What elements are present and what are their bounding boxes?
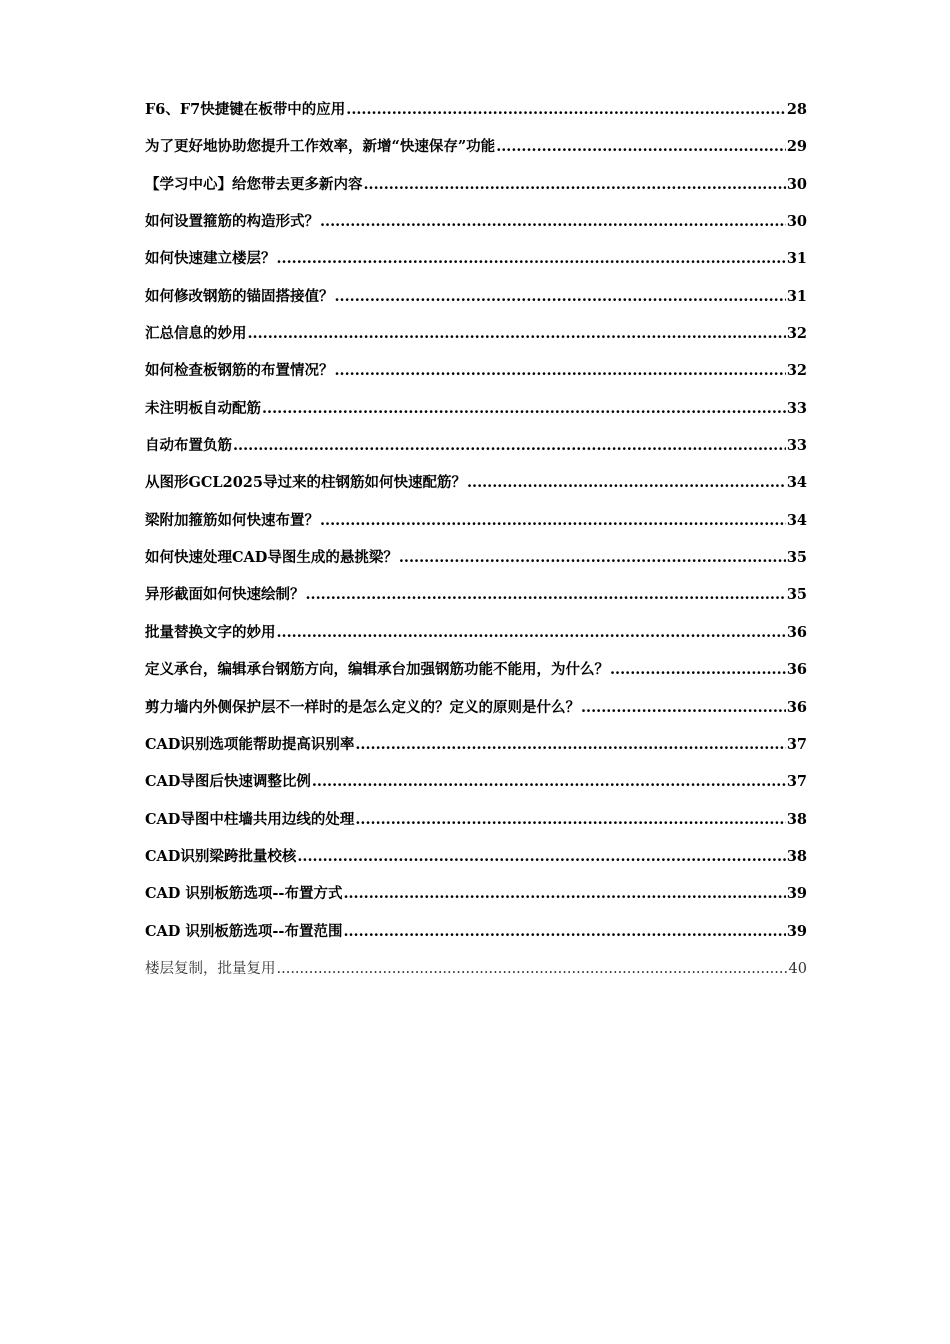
- toc-entry-title: F6、F7快捷键在板带中的应用: [145, 101, 346, 118]
- toc-entry[interactable]: [145, 509, 807, 546]
- toc-entry[interactable]: [145, 733, 807, 770]
- toc-dot-leader: [496, 138, 786, 155]
- toc-entry-page: 36: [786, 661, 807, 679]
- toc-dot-leader: [277, 624, 786, 641]
- toc-entry[interactable]: [145, 696, 807, 733]
- toc-dot-leader: [343, 885, 785, 902]
- toc-entry[interactable]: [145, 359, 807, 396]
- toc-dot-leader: [233, 437, 786, 454]
- toc-entry-title: 汇总信息的妙用: [145, 325, 247, 343]
- toc-dot-leader: [364, 176, 786, 193]
- toc-entry-page: 36: [786, 623, 807, 641]
- toc-entry-page: 32: [786, 362, 807, 380]
- toc-entry-page: 34: [786, 511, 807, 529]
- toc-entry[interactable]: [145, 247, 807, 284]
- toc-entry-page: 36: [786, 698, 807, 716]
- toc-entry-title: CAD识别选项能帮助提高识别率: [145, 735, 355, 753]
- toc-dot-leader: [320, 512, 786, 529]
- toc-dot-leader: [467, 474, 786, 491]
- toc-entry[interactable]: [145, 583, 807, 620]
- toc-entry-title: 楼层复制，批量复用: [145, 960, 276, 977]
- toc-entry-title: CAD导图中柱墙共用边线的处理: [145, 810, 355, 828]
- toc-entry-page: 35: [786, 586, 807, 604]
- toc-entry-title: CAD 识别板筋选项--布置方式: [145, 885, 343, 903]
- toc-entry-page: 35: [786, 549, 807, 567]
- toc-entry-title: 如何快速处理CAD导图生成的悬挑梁？: [145, 549, 398, 567]
- toc-entry-page: 40: [788, 960, 807, 977]
- toc-dot-leader: [335, 362, 786, 379]
- toc-entry[interactable]: [145, 808, 807, 845]
- toc-dot-leader: [262, 400, 786, 417]
- toc-entry-page: 38: [786, 847, 807, 865]
- toc-entry[interactable]: [145, 210, 807, 247]
- toc-entry-page: 39: [786, 885, 807, 903]
- toc-dot-leader: [355, 811, 785, 828]
- toc-entry[interactable]: [145, 770, 807, 807]
- toc-entry[interactable]: [145, 98, 807, 135]
- toc-entry-page: 30: [786, 175, 807, 193]
- toc-entry-title: 如何快速建立楼层？: [145, 250, 276, 268]
- toc-entry[interactable]: [145, 285, 807, 322]
- toc-dot-leader: [355, 736, 785, 753]
- toc-entry-page: 28: [786, 101, 807, 118]
- toc-entry[interactable]: [145, 845, 807, 882]
- toc-dot-leader: [610, 661, 786, 678]
- toc-entry-page: 37: [786, 735, 807, 753]
- toc-entry-page: 31: [786, 287, 807, 305]
- table-of-contents: [145, 98, 807, 994]
- toc-dot-leader: [277, 961, 788, 977]
- toc-entry[interactable]: [145, 434, 807, 471]
- toc-entry[interactable]: [145, 957, 807, 994]
- toc-entry[interactable]: [145, 882, 807, 919]
- toc-entry[interactable]: [145, 920, 807, 957]
- toc-dot-leader: [581, 699, 786, 716]
- toc-entry-title: 梁附加箍筋如何快速布置？: [145, 511, 319, 529]
- toc-entry[interactable]: [145, 658, 807, 695]
- toc-entry-title: CAD 识别板筋选项--布置范围: [145, 922, 343, 940]
- toc-entry[interactable]: [145, 135, 807, 172]
- toc-entry-page: 34: [786, 474, 807, 492]
- toc-entry[interactable]: [145, 471, 807, 508]
- toc-dot-leader: [346, 101, 786, 118]
- toc-dot-leader: [312, 773, 786, 790]
- toc-dot-leader: [248, 325, 786, 342]
- toc-dot-leader: [399, 549, 786, 566]
- toc-dot-leader: [343, 923, 785, 940]
- toc-entry-title: CAD导图后快速调整比例: [145, 773, 311, 791]
- toc-entry-title: 剪力墙内外侧保护层不一样时的是怎么定义的？定义的原则是什么？: [145, 698, 580, 716]
- toc-entry-page: 31: [786, 250, 807, 268]
- toc-entry-page: 33: [786, 399, 807, 417]
- toc-entry-page: 30: [786, 213, 807, 231]
- toc-entry-title: CAD识别梁跨批量校核: [145, 847, 297, 865]
- toc-dot-leader: [277, 250, 786, 267]
- toc-entry-title: 从图形GCL2025导过来的柱钢筋如何快速配筋？: [145, 474, 466, 492]
- toc-entry-page: 38: [786, 810, 807, 828]
- toc-dot-leader: [320, 213, 786, 230]
- toc-entry-title: 未注明板自动配筋: [145, 399, 261, 417]
- toc-dot-leader: [335, 288, 786, 305]
- toc-entry-title: 如何检查板钢筋的布置情况？: [145, 362, 334, 380]
- toc-entry[interactable]: [145, 173, 807, 210]
- toc-entry-page: 29: [786, 138, 807, 156]
- toc-entry-title: 异形截面如何快速绘制？: [145, 586, 305, 604]
- toc-entry[interactable]: [145, 322, 807, 359]
- toc-entry-page: 32: [786, 325, 807, 343]
- toc-entry-page: 33: [786, 437, 807, 455]
- toc-entry-title: 如何设置箍筋的构造形式？: [145, 213, 319, 231]
- toc-entry-page: 39: [786, 922, 807, 940]
- toc-dot-leader: [306, 586, 786, 603]
- toc-entry-title: 定义承台，编辑承台钢筋方向，编辑承台加强钢筋功能不能用，为什么？: [145, 661, 609, 679]
- toc-entry-title: 【学习中心】给您带去更多新内容: [145, 175, 363, 193]
- toc-entry-title: 批量替换文字的妙用: [145, 623, 276, 641]
- toc-entry-title: 如何修改钢筋的锚固搭接值？: [145, 287, 334, 305]
- toc-entry[interactable]: [145, 546, 807, 583]
- toc-entry-title: 自动布置负筋: [145, 437, 232, 455]
- toc-entry[interactable]: [145, 621, 807, 658]
- toc-entry-page: 37: [786, 773, 807, 791]
- toc-entry[interactable]: [145, 397, 807, 434]
- toc-dot-leader: [297, 848, 785, 865]
- toc-entry-title: 为了更好地协助您提升工作效率，新增“快速保存”功能: [145, 138, 496, 156]
